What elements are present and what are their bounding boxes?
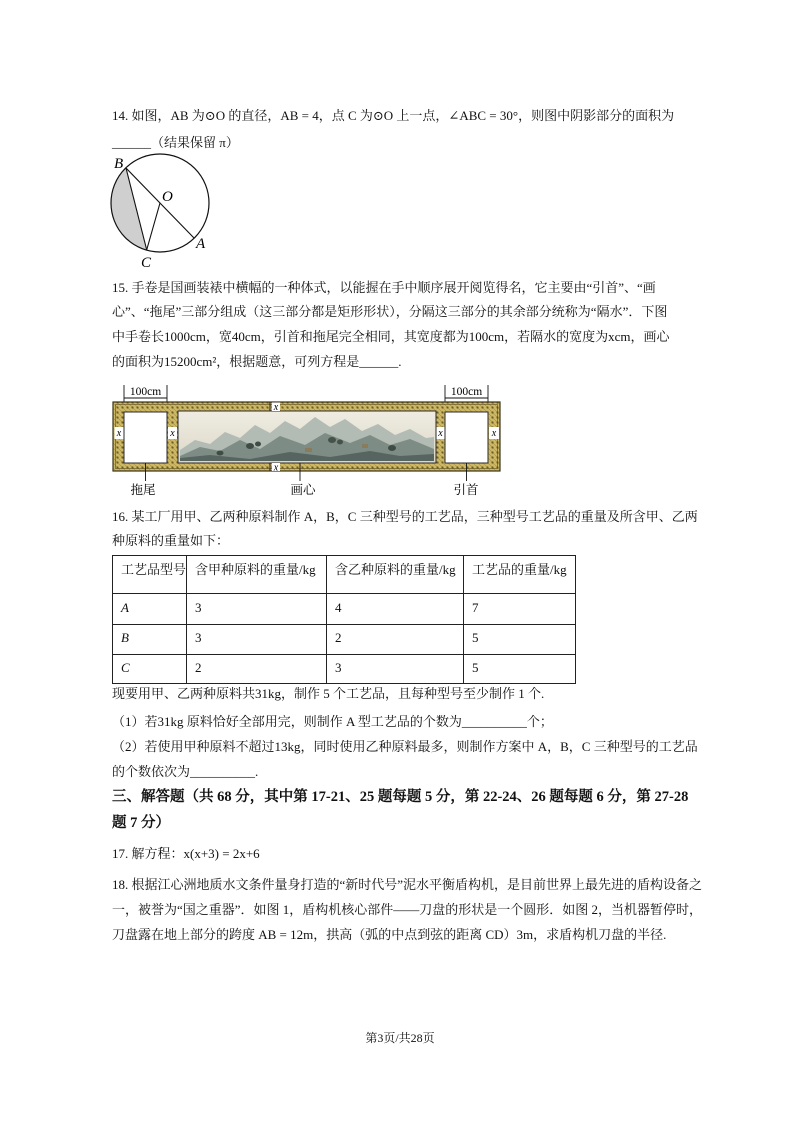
scroll-tail-panel <box>124 412 167 463</box>
table-header-row <box>113 556 576 594</box>
gap-label-left-outer: x <box>116 428 122 439</box>
q15-line-3: 中手卷长1000cm，宽40cm，引首和拖尾完全相同，其宽度都为100cm，若隔水的宽度为xcm，画心 <box>112 329 670 344</box>
q15-line-4: 的面积为15200cm²，根据题意，可列方程是______. <box>112 354 402 369</box>
gap-label-top: x <box>273 402 279 413</box>
section-3-header-line-1: 三、解答题（共 68 分，其中第 17-21、25 题每题 5 分，第 22-24、26 题每题 6 分，第 27-28 <box>112 789 689 805</box>
table-cell: 5 <box>464 625 576 655</box>
q17-equation: 17. 解方程：x(x+3) = 2x+6 <box>112 846 260 861</box>
table-cell: 7 <box>464 594 576 625</box>
q14-stem-continued <box>112 135 239 151</box>
q15-scroll-figure <box>100 380 510 500</box>
q16-condition: 现要用甲、乙两种原料共31kg，制作 5 个工艺品，且每种型号至少制作 1 个. <box>112 686 545 701</box>
page-number: 第3页/共28页 <box>365 1031 435 1045</box>
q15-line-2: 心”、“拖尾”三部分组成（这三部分都是矩形形状），分隔这三部分的其余部分统称为“隔水”．下图 <box>112 304 668 319</box>
table-row <box>113 655 576 684</box>
q16-intro-line-1: 16. 某工厂用甲、乙两种原料制作 A，B，C 三种型号的工艺品，三种型号工艺品的重量及所含甲、乙两 <box>112 509 698 524</box>
q16-data-table <box>112 555 576 684</box>
landscape-painting <box>178 411 436 463</box>
label-head: 引首 <box>453 483 479 497</box>
gap-label-right-inner: x <box>438 428 443 439</box>
point-label-a: A <box>196 236 206 252</box>
q14-circle-figure <box>105 150 225 275</box>
table-header-cell: 工艺品的重量/kg <box>464 556 576 594</box>
table-cell: 2 <box>187 655 327 684</box>
table-header-cell: 含乙种原料的重量/kg <box>327 556 464 594</box>
table-row <box>113 625 576 655</box>
table-header-cell: 含甲种原料的重量/kg <box>187 556 327 594</box>
table-cell: 2 <box>327 625 464 655</box>
label-tail: 拖尾 <box>130 483 156 497</box>
table-cell: 5 <box>464 655 576 684</box>
q16-part-1: （1）若31kg 原料恰好全部用完，则制作 A 型工艺品的个数为__________个； <box>112 714 553 729</box>
table-cell: 3 <box>327 655 464 684</box>
dimension-label-head: 100cm <box>450 386 483 398</box>
q16-part-2-line-1: （2）若使用甲种原料不超过13kg，同时使用乙种原料最多，则制作方案中 A，B，C 三种型号的工艺品 <box>112 739 698 754</box>
gap-label-left-inner: x <box>170 428 175 439</box>
q14-stem: 14. 如图，AB 为⊙O 的直径，AB = 4，点 C 为⊙O 上一点，∠ABC = 30°，则图中阴影部分的面积为 <box>112 108 675 123</box>
q14-answer-blank: ______ <box>112 135 151 150</box>
dimension-label-tail: 100cm <box>129 386 162 398</box>
table-header-cell: 工艺品型号 <box>113 556 187 594</box>
table-cell: 3 <box>187 625 327 655</box>
table-cell: 4 <box>327 594 464 625</box>
table-cell: A <box>113 594 187 625</box>
q18-line-1: 18. 根据江心洲地质水文条件量身打造的“新时代号”泥水平衡盾构机，是目前世界上最先进的盾构设备之 <box>112 877 703 892</box>
q15-line-1: 15. 手卷是国画装裱中横幅的一种体式，以能握在手中顺序展开阅览得名，它主要由“引首”、“画 <box>112 280 656 295</box>
q16-intro-line-2: 种原料的重量如下： <box>112 533 230 548</box>
label-center: 画心 <box>290 483 316 497</box>
point-label-c: C <box>141 255 152 271</box>
table-cell: C <box>113 655 187 684</box>
gap-label-right-outer: x <box>491 428 497 439</box>
section-3-header-line-2: 题 7 分） <box>112 815 170 831</box>
q18-line-2: 一，被誉为“国之重器”．如图 1，盾构机核心部件——刀盘的形状是一个圆形．如图 2，当机器暂停时， <box>112 902 703 917</box>
table-cell: B <box>113 625 187 655</box>
q18-line-3: 刀盘露在地上部分的跨度 AB = 12m，拱高（弧的中点到弦的距离 CD）3m，求盾构机刀盘的半径. <box>112 927 667 942</box>
q16-part-2-line-2: 的个数依次为__________. <box>112 764 259 779</box>
gap-label-bottom: x <box>273 462 279 474</box>
point-label-b: B <box>114 156 124 172</box>
table-row <box>113 594 576 625</box>
q14-note: （结果保留 π） <box>151 135 239 150</box>
point-label-o: O <box>162 189 173 205</box>
scroll-head-panel <box>445 412 488 463</box>
radius-oc <box>147 203 160 250</box>
table-cell: 3 <box>187 594 327 625</box>
